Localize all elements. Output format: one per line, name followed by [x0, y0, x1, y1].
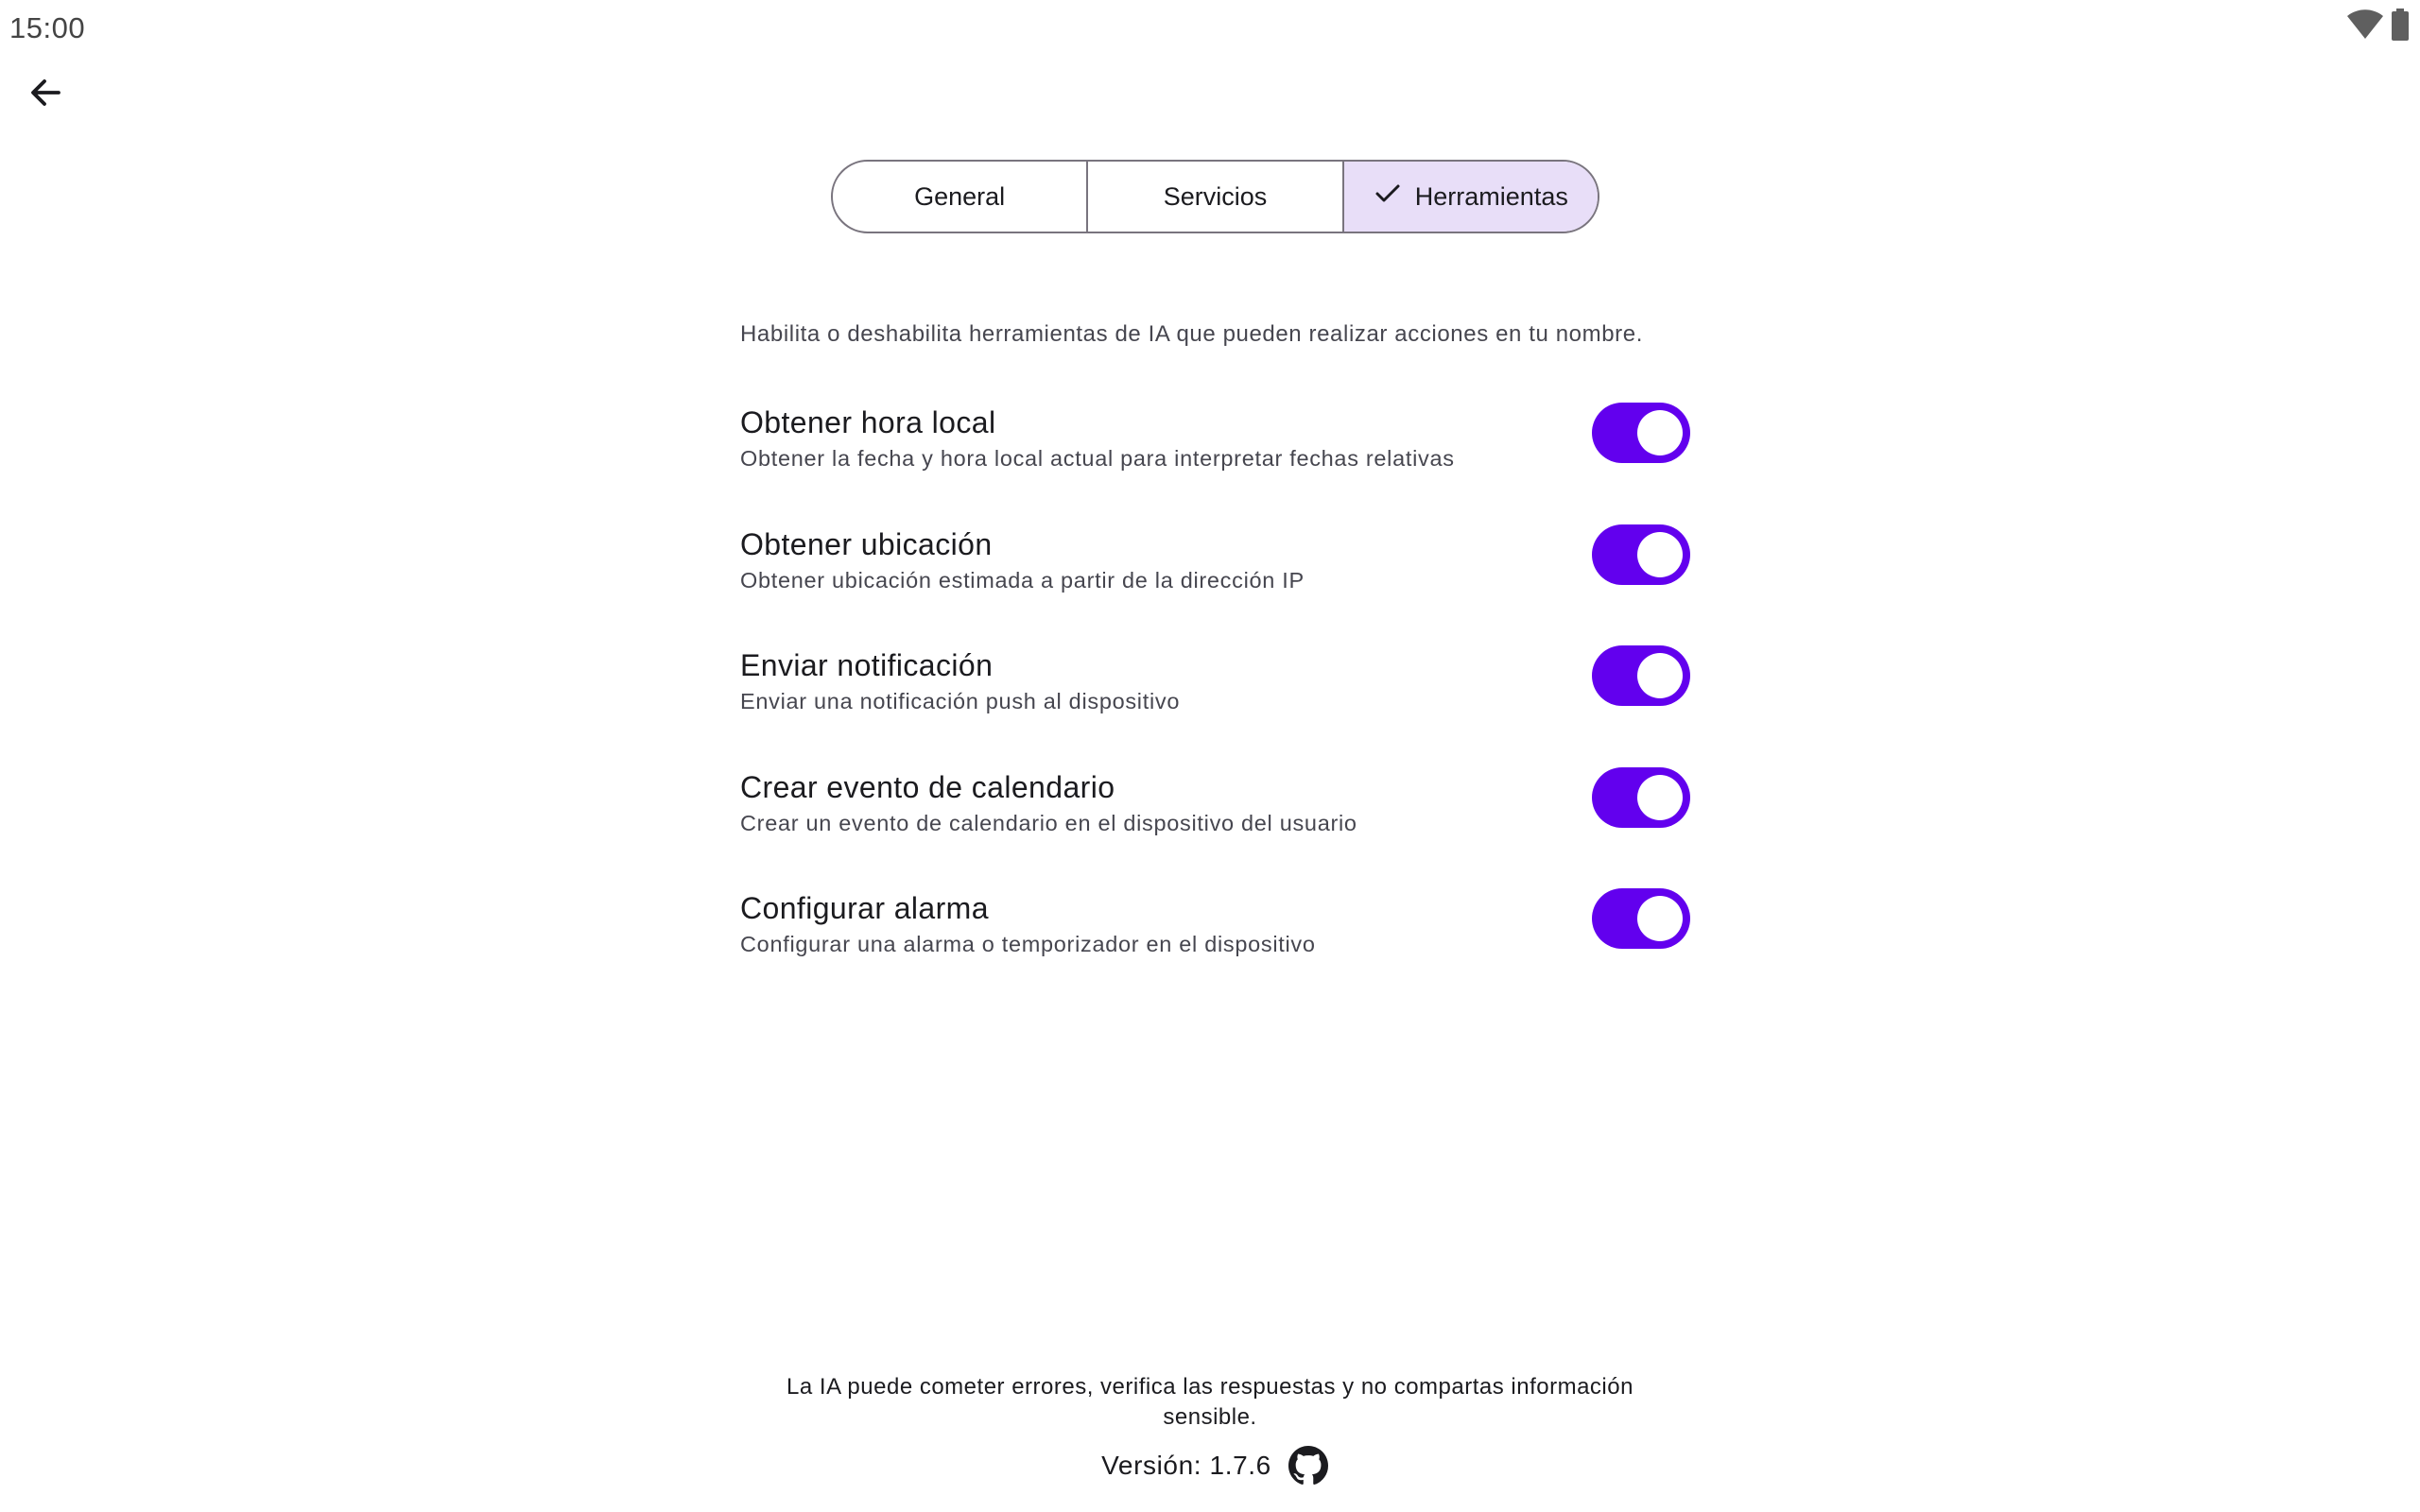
tool-description: Enviar una notificación push al dispositivo [740, 689, 1181, 713]
tab-general-label: General [914, 181, 1006, 211]
version-row [0, 1446, 2420, 1486]
tool-list [740, 403, 1690, 1010]
toggle-alarma[interactable] [1592, 888, 1690, 949]
toggle-knob [1637, 775, 1683, 820]
toggle-ubicacion[interactable] [1592, 524, 1690, 585]
tool-row-ubicacion [740, 524, 1690, 646]
check-icon [1374, 180, 1402, 215]
wifi-icon [2346, 9, 2384, 41]
intro-text: Habilita o deshabilita herramientas de IA que pueden realizar acciones en tu nombre. [740, 321, 1643, 347]
tool-title: Obtener hora local [740, 405, 996, 439]
tab-herramientas[interactable] [1342, 162, 1598, 232]
tool-title: Enviar notificación [740, 648, 994, 682]
battery-icon [2390, 8, 2411, 42]
tab-herramientas-label: Herramientas [1414, 181, 1568, 211]
tool-description: Crear un evento de calendario en el dispositivo del usuario [740, 810, 1357, 835]
toggle-calendario[interactable] [1592, 767, 1690, 828]
status-icons [2346, 8, 2411, 42]
tool-row-hora-local [740, 403, 1690, 524]
toggle-knob [1637, 532, 1683, 577]
ai-disclaimer: La IA puede cometer errores, verifica las respuestas y no compartas información sensible. [786, 1374, 1634, 1430]
github-icon[interactable] [1288, 1446, 1328, 1486]
tool-description: Obtener ubicación estimada a partir de la dirección IP [740, 567, 1305, 593]
toggle-knob [1637, 410, 1683, 455]
tool-title: Obtener ubicación [740, 526, 993, 561]
arrow-back-icon [26, 74, 64, 116]
settings-tabs [831, 160, 1599, 233]
version-label: Versión: 1.7.6 [1101, 1451, 1271, 1480]
toggle-knob [1637, 896, 1683, 941]
toggle-notificacion[interactable] [1592, 645, 1690, 706]
tab-servicios-label: Servicios [1163, 181, 1268, 211]
tool-description: Configurar una alarma o temporizador en el dispositivo [740, 932, 1316, 956]
toggle-hora-local[interactable] [1592, 403, 1690, 463]
tool-row-calendario [740, 767, 1690, 889]
toggle-knob [1637, 653, 1683, 698]
tool-title: Configurar alarma [740, 891, 989, 925]
tool-row-notificacion [740, 645, 1690, 767]
tools-content [740, 316, 1690, 1010]
back-button[interactable] [19, 68, 72, 121]
tool-description: Obtener la fecha y hora local actual para interpretar fechas relativas [740, 446, 1455, 471]
tool-row-alarma [740, 888, 1690, 1010]
status-time: 15:00 [9, 11, 86, 44]
tab-general[interactable] [833, 162, 1086, 232]
tool-title: Crear evento de calendario [740, 769, 1115, 804]
tab-servicios[interactable] [1086, 162, 1341, 232]
